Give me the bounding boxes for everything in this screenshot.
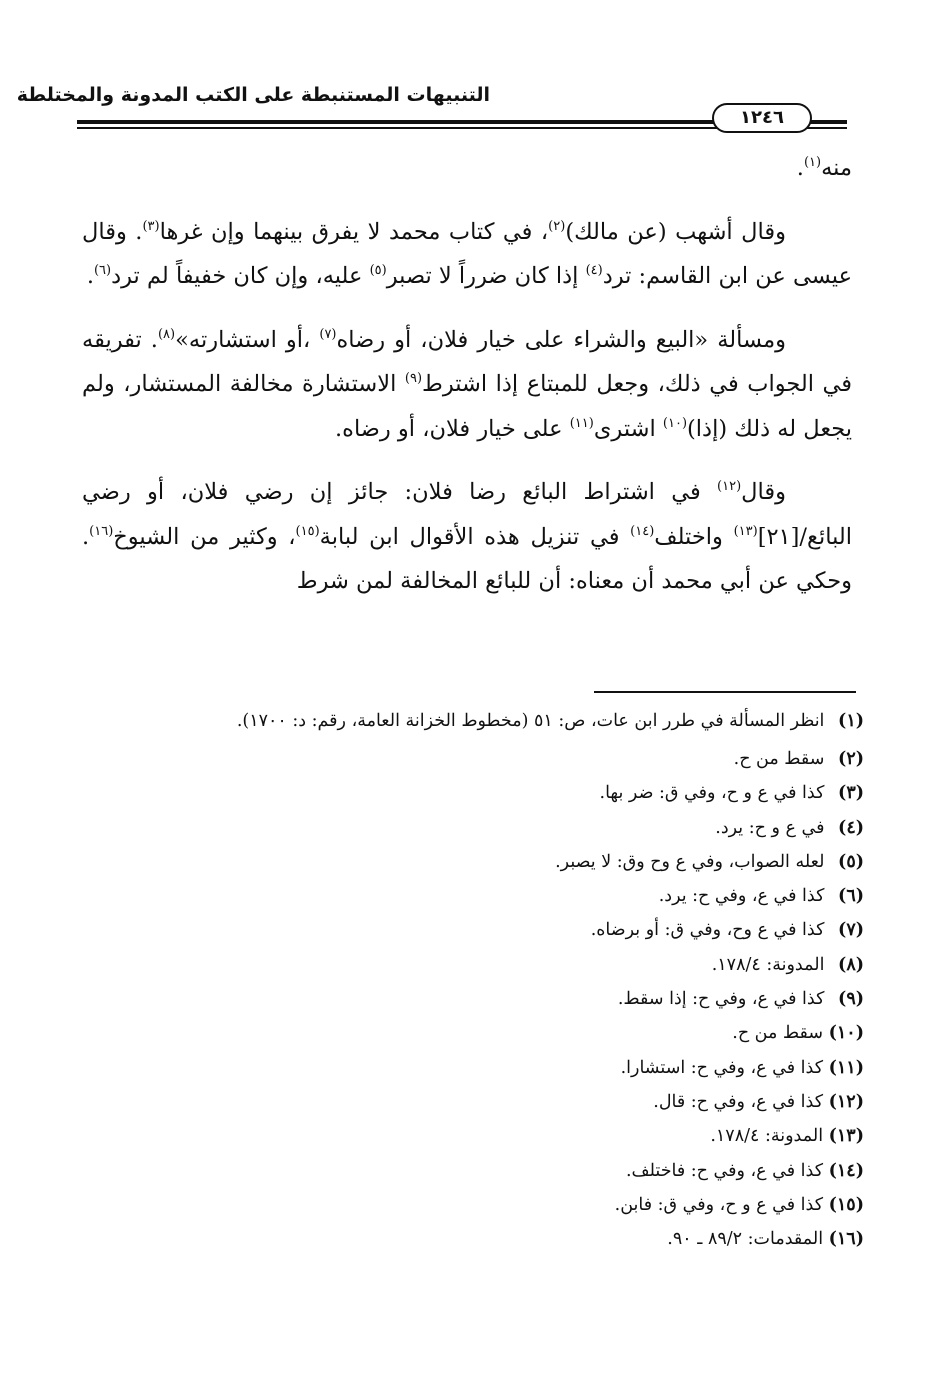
footnote [82, 913, 864, 947]
footnote-reference: (١٦) [89, 523, 114, 539]
text-segment: الاستشارة مخالفة المستشار، ولم يجعل له ذلك (إذا) [82, 371, 852, 442]
footnote [82, 1222, 864, 1256]
footnote [82, 1016, 864, 1050]
footnote-reference: (١١) [569, 415, 594, 431]
footnote-text: سقط من ح. [733, 749, 830, 769]
text-segment: في اشتراط البائع رضا فلان: جائز إن رضي فلان، أو رضي البائع/[٢١] [82, 479, 852, 550]
text-segment: عليه، وإن كان خفيفاً لم ترد [111, 263, 370, 289]
footnote-text: سقط من ح. [732, 1023, 829, 1044]
footnote-number: (١) [838, 711, 864, 731]
footnote-text: المقدمات: ٨٩/٢ ـ ٩٠. [667, 1229, 829, 1250]
footnote-number: (٤) [838, 817, 864, 838]
text-segment: . تفريقه في الجواب في ذلك، وجعل للمبتاع إذا اشترط [82, 326, 852, 397]
footnote-text: المدونة: ١٧٨/٤. [711, 954, 830, 975]
text-segment: اشترى [593, 415, 663, 442]
text-segment: . [86, 263, 94, 289]
footnote-reference: (٣) [142, 218, 160, 234]
paragraph-4 [82, 470, 852, 604]
footnote [82, 1085, 864, 1119]
footnote-reference: (٩) [404, 371, 423, 386]
footnote [82, 948, 864, 982]
text-segment: . [796, 155, 804, 181]
footnote-text: كذا في ع، وفي ح: يرد. [658, 886, 830, 907]
footnote [82, 706, 864, 742]
footnote-number: (٥) [838, 851, 864, 872]
text-segment: ،أو استشارته» [175, 326, 320, 353]
footnote [82, 1119, 864, 1153]
footnote-number: (١٥) [828, 1194, 864, 1215]
footnote-reference: (١٥) [295, 523, 320, 539]
footnote-text: المدونة: ١٧٨/٤. [710, 1126, 829, 1147]
footnote-reference: (١٣) [733, 523, 758, 539]
footnote-text: كذا في ع و ح، وفي ق: ضر بها. [599, 783, 830, 804]
footnote-number: (٨) [838, 954, 864, 975]
running-title: التنبيهات المستنبطة على الكتب المدونة والمختلطة [16, 84, 490, 106]
footnote-reference: (١) [803, 155, 822, 170]
footnote-number: (٧) [838, 920, 864, 941]
footnote [82, 1051, 864, 1085]
footnote [82, 1188, 864, 1222]
text-segment: ، وكثير من الشيوخ [113, 523, 296, 550]
footnote [82, 811, 864, 845]
text-segment: ، في كتاب محمد لا يفرق بينهما وإن غرها [159, 218, 549, 245]
text-segment: منه [821, 155, 852, 181]
footnote [82, 982, 864, 1016]
paragraph-2 [82, 210, 852, 299]
footnote-number: (٢) [838, 749, 864, 769]
footnote-text: انظر المسألة في طرر ابن عات، ص: ٥١ (مخطوط الخزانة العامة، رقم: د: ١٧٠٠). [236, 711, 830, 731]
text-segment: واختلف [654, 523, 734, 550]
footnote-number: (١١) [828, 1057, 864, 1078]
footnote-number: (٩) [838, 989, 864, 1010]
paragraph-3 [82, 318, 852, 452]
text-segment: على خيار فلان، أو رضاه. [335, 415, 570, 442]
text-segment: وقال أشهب (عن مالك) [565, 218, 786, 245]
footnote-reference: (٦) [93, 263, 112, 278]
footnote-number: (١٤) [828, 1160, 864, 1181]
footnote-separator [594, 691, 856, 693]
footnote-text: لعله الصواب، وفي ع وح وق: لا يصبر. [555, 851, 830, 872]
main-text [82, 146, 852, 604]
paragraph-1 [82, 146, 852, 191]
footnote [82, 1154, 864, 1188]
footnote-reference: (٤) [585, 263, 603, 278]
footnote-reference: (٥) [369, 263, 387, 278]
footnote-reference: (٧) [319, 326, 337, 342]
text-segment: ومسألة «البيع والشراء على خيار فلان، أو رضاه [336, 326, 787, 353]
text-segment: إذا كان ضرراً لا تصبر [386, 263, 586, 289]
footnote-text: كذا في ع، وفي ح: قال. [653, 1091, 829, 1112]
text-segment: . وقال عيسى عن ابن القاسم: ترد [82, 218, 852, 289]
footnote-text: في ع و ح: يرد. [715, 817, 830, 838]
footnote-reference: (٢) [548, 218, 566, 234]
text-segment: في تنزيل هذه الأقوال ابن لبابة [319, 523, 631, 550]
footnote-text: كذا في ع وح، وفي ق: أو برضاه. [590, 920, 830, 941]
footnote [82, 742, 864, 776]
footnote-reference: (١٤) [630, 523, 655, 539]
footnote-number: (١٠) [828, 1023, 864, 1044]
footnote-text: كذا في ع، وفي ح: إذا سقط. [617, 989, 830, 1010]
footnote-number: (٦) [838, 886, 864, 907]
footnote [82, 879, 864, 913]
footnote-number: (١٦) [828, 1229, 864, 1250]
footnote [82, 776, 864, 810]
footnote-reference: (١٠) [662, 415, 688, 431]
text-segment: وقال [741, 479, 786, 505]
footnote-number: (١٣) [828, 1126, 864, 1147]
footnote-reference: (١٢) [717, 479, 742, 494]
footnote-number: (٣) [838, 783, 864, 804]
footnote-number: (١٢) [828, 1091, 864, 1112]
footnote-reference: (٨) [157, 326, 176, 342]
footnote-text: كذا في ع و ح، وفي ق: فابن. [614, 1194, 829, 1215]
footnote [82, 845, 864, 879]
page-number: ١٢٤٦ [712, 103, 812, 133]
footnote-text: كذا في ع، وفي ح: استشارا. [620, 1057, 829, 1078]
text-segment: . وحكي عن أبي محمد أن معناه: أن للبائع المخالفة لمن شرط [82, 523, 852, 594]
footnotes-list [82, 706, 864, 1256]
footnote-text: كذا في ع، وفي ح: فاختلف. [625, 1160, 829, 1181]
